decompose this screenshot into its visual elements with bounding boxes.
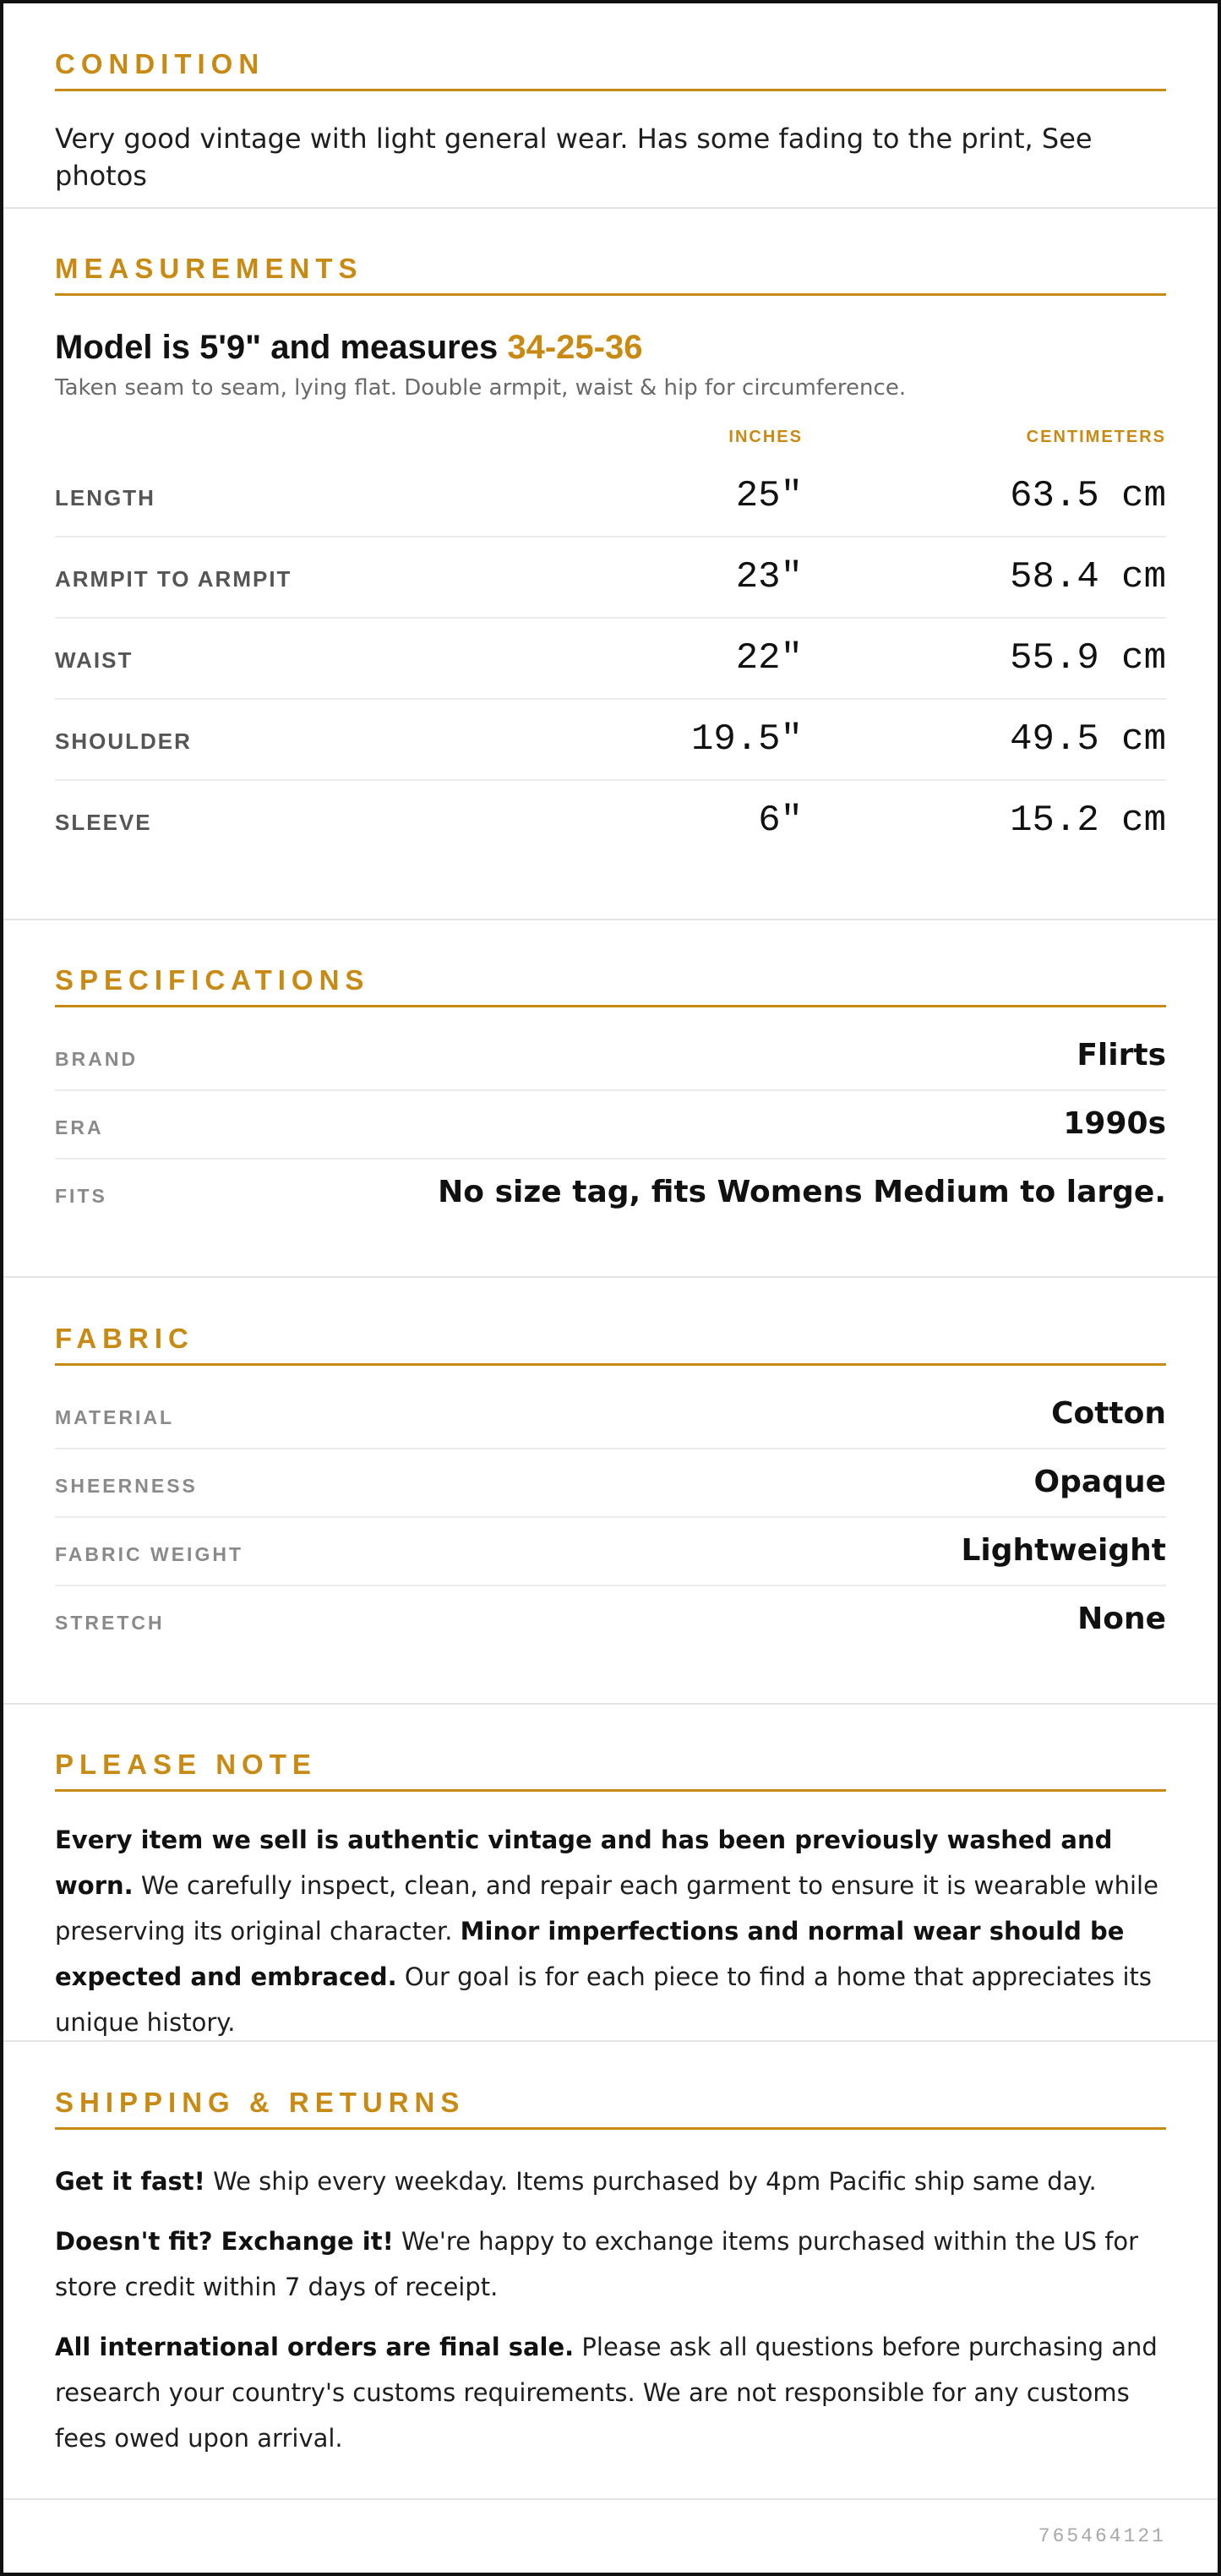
item-id: 765464121: [1038, 2525, 1166, 2547]
fabric-key: SHEERNESS: [55, 1475, 198, 1497]
fabric-row-stretch: [55, 1586, 1166, 1655]
shipping-paragraph-1: [55, 2158, 1166, 2204]
fabric-title: FABRIC: [55, 1322, 1166, 1366]
fabric-section: [3, 1322, 1218, 1655]
section-divider: [3, 1276, 1218, 1278]
shipping-text-2: We're happy to exchange items purchased within the US for store credit within 7 days of receipt.: [55, 2227, 1139, 2301]
measurement-cm: 63.5 cm: [1010, 475, 1166, 517]
centimeters-column-header: CENTIMETERS: [1026, 428, 1166, 446]
condition-title: CONDITION: [55, 47, 1166, 91]
measurements-section: [3, 252, 1218, 862]
specifications-section: [3, 963, 1218, 1228]
shipping-paragraph-3: [55, 2324, 1166, 2461]
spec-row-fits: [55, 1160, 1166, 1228]
measurement-cm: 58.4 cm: [1010, 556, 1166, 598]
measurement-inches: 25": [735, 475, 803, 517]
fabric-value: Opaque: [1033, 1465, 1166, 1499]
note-bold-1: Every item we sell is authentic vintage and has been previously washed and worn.: [55, 1826, 1113, 1900]
model-info-prefix: Model is 5'9" and measures: [55, 329, 508, 366]
measurement-instructions: Taken seam to seam, lying flat. Double armpit, waist & hip for circumference.: [55, 375, 907, 401]
measurement-cm: 15.2 cm: [1010, 800, 1166, 842]
measurement-label: SHOULDER: [55, 729, 192, 754]
model-info: [55, 328, 1166, 367]
model-measurements: 34-25-36: [507, 329, 643, 366]
fabric-value: Cotton: [1051, 1396, 1166, 1431]
measurement-row-sleeve: [55, 781, 1166, 862]
fabric-key: FABRIC WEIGHT: [55, 1543, 243, 1565]
fabric-row-sheerness: [55, 1449, 1166, 1518]
shipping-bold-3: All international orders are final sale.: [55, 2333, 575, 2361]
measurement-row-armpit: [55, 538, 1166, 619]
spec-value: 1990s: [1063, 1106, 1166, 1141]
condition-text: Very good vintage with light general wear. Has some fading to the print, See photos: [55, 123, 1093, 192]
note-text-2: Our goal is for each piece to find a home that appreciates its unique history.: [55, 1962, 1153, 2037]
measurement-label: LENGTH: [55, 485, 155, 510]
shipping-title: SHIPPING & RETURNS: [55, 2086, 1166, 2130]
measurement-inches: 22": [735, 637, 803, 679]
measurement-label: ARMPIT TO ARMPIT: [55, 566, 292, 592]
please-note-text: [55, 1817, 1166, 2045]
fabric-list: [55, 1381, 1166, 1655]
please-note-section: [3, 1748, 1218, 2045]
shipping-paragraph-2: [55, 2219, 1166, 2310]
section-divider: [3, 207, 1218, 209]
measurement-inches: 19.5": [690, 718, 803, 761]
specifications-title: SPECIFICATIONS: [55, 963, 1166, 1007]
please-note-title: PLEASE NOTE: [55, 1748, 1166, 1792]
spec-row-era: [55, 1091, 1166, 1160]
spec-key: BRAND: [55, 1048, 139, 1070]
measurement-cm: 49.5 cm: [1010, 718, 1166, 761]
fabric-key: STRETCH: [55, 1612, 165, 1634]
measurement-inches: 23": [735, 556, 803, 598]
shipping-text-3: Please ask all questions before purchasing and research your country's customs requirements. We are not responsible for any customs fees owed upon arrival.: [55, 2333, 1158, 2453]
shipping-bold-2: Doesn't fit? Exchange it!: [55, 2227, 394, 2256]
measurement-table-header: [55, 423, 1166, 456]
spec-key: FITS: [55, 1185, 107, 1207]
shipping-bold-1: Get it fast!: [55, 2167, 205, 2196]
fabric-value: None: [1077, 1602, 1166, 1636]
measurement-label: WAIST: [55, 647, 134, 673]
note-text-1: We carefully inspect, clean, and repair each garment to ensure it is wearable while preserving its original character.: [55, 1871, 1158, 1946]
section-divider: [3, 2040, 1218, 2042]
measurement-label: SLEEVE: [55, 810, 152, 835]
inches-column-header: INCHES: [728, 428, 803, 446]
condition-section: [3, 47, 1218, 194]
spec-row-brand: [55, 1023, 1166, 1091]
spec-key: ERA: [55, 1116, 104, 1138]
measurement-row-waist: [55, 619, 1166, 700]
measurement-row-length: [55, 456, 1166, 538]
measurement-inches: 6": [758, 800, 803, 842]
fabric-value: Lightweight: [961, 1533, 1166, 1568]
section-divider: [3, 919, 1218, 920]
section-divider: [3, 1703, 1218, 1705]
fabric-key: MATERIAL: [55, 1406, 175, 1428]
spec-value: No size tag, fits Womens Medium to large.: [438, 1175, 1166, 1209]
measurement-row-shoulder: [55, 700, 1166, 781]
spec-value: Flirts: [1077, 1038, 1166, 1072]
fabric-row-weight: [55, 1518, 1166, 1586]
shipping-text-1: We ship every weekday. Items purchased by 4pm Pacific ship same day.: [204, 2167, 1097, 2196]
fabric-row-material: [55, 1381, 1166, 1449]
section-divider: [3, 2498, 1218, 2500]
shipping-section: [3, 2086, 1218, 2461]
specifications-list: [55, 1023, 1166, 1228]
measurement-cm: 55.9 cm: [1010, 637, 1166, 679]
measurements-title: MEASUREMENTS: [55, 252, 1166, 296]
note-bold-2: Minor imperfections and normal wear should be expected and embraced.: [55, 1917, 1125, 1991]
